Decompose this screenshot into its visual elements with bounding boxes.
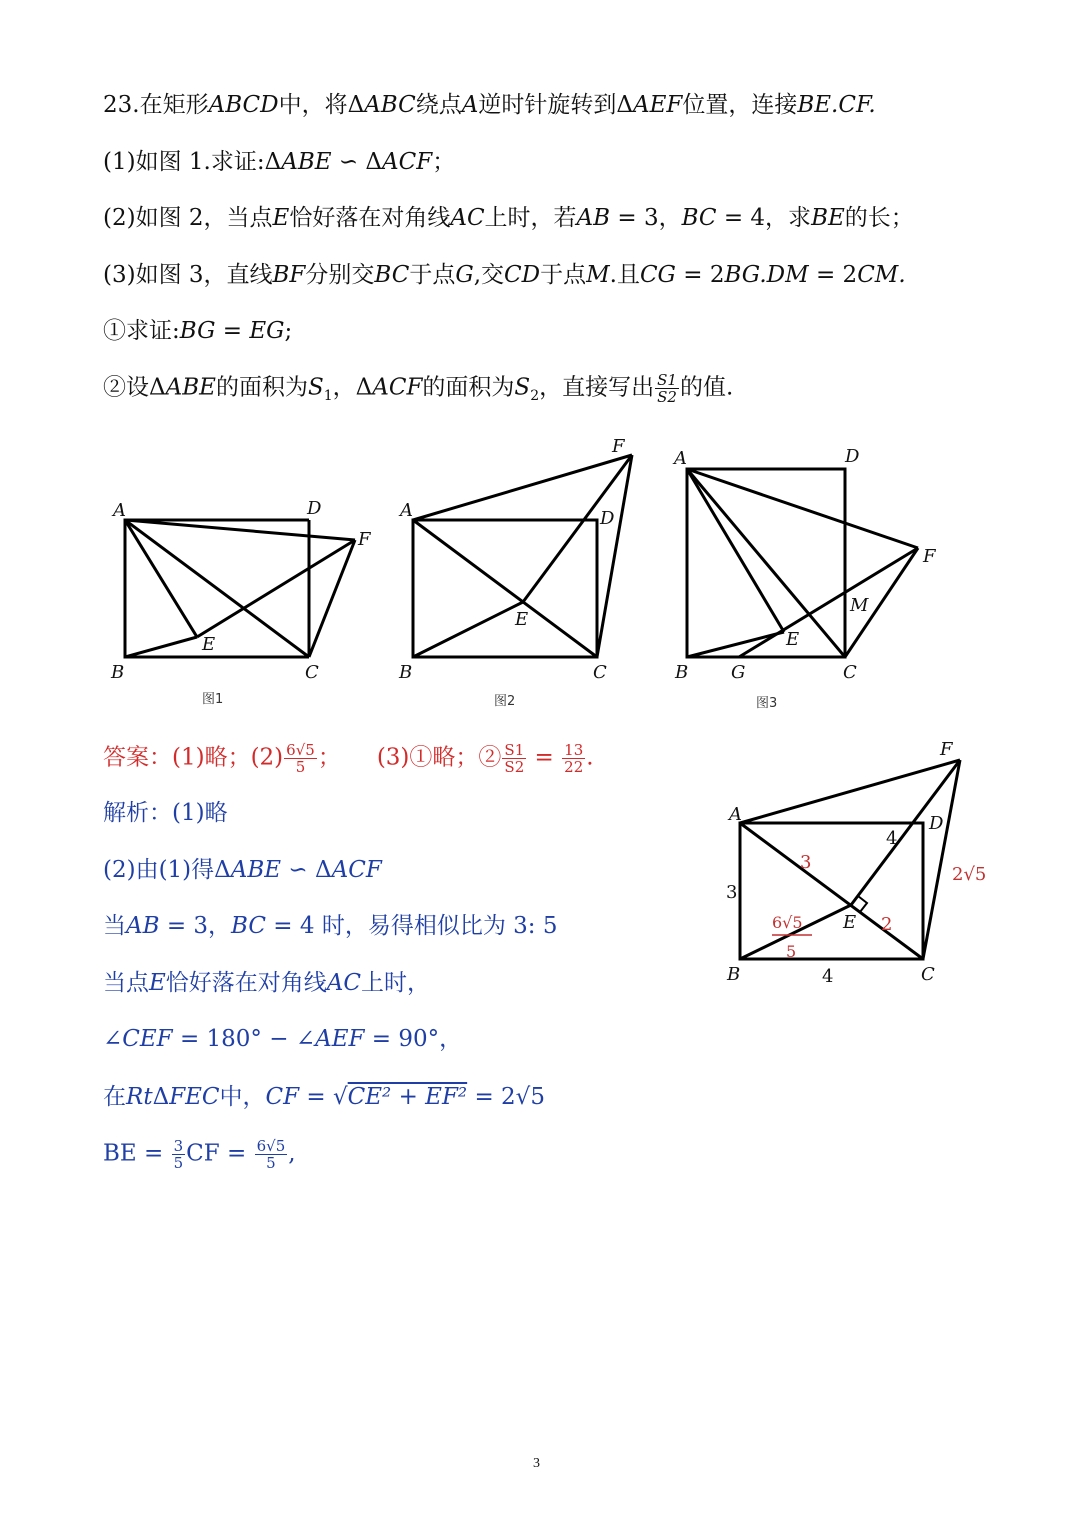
text: 的长；: [844, 205, 914, 231]
fraction-numerator: 13: [564, 741, 584, 759]
math: ABCD: [208, 92, 279, 118]
text: (3)如图 3，直线: [103, 262, 273, 288]
text: (2)由(1)得Δ: [103, 857, 231, 883]
text: = 3，: [610, 205, 682, 231]
text: 当: [103, 913, 126, 939]
math: E: [272, 205, 290, 231]
text: ∽ Δ: [281, 857, 332, 883]
math: FEC: [169, 1084, 220, 1110]
text: 的值.: [679, 374, 734, 401]
math-radicand: CE² + EF²: [347, 1084, 468, 1110]
math: ABE: [230, 857, 282, 883]
text: 上时，: [361, 970, 431, 996]
text: 的面积为: [422, 374, 515, 401]
math: CEF: [122, 1026, 173, 1052]
figure-3-lines: [687, 469, 918, 657]
answer-line: [103, 742, 594, 775]
fraction-numerator: S1: [504, 741, 525, 759]
fraction-denominator: 5: [295, 758, 306, 776]
analysis-line-4: [103, 968, 430, 998]
label-a: A: [400, 500, 413, 521]
math: AC: [450, 205, 485, 231]
label-g: G: [731, 662, 746, 683]
label-m: M: [850, 595, 869, 616]
math: CG: [639, 262, 676, 288]
seg-be-2: [413, 602, 523, 657]
label-e: E: [843, 912, 857, 933]
math: ACF: [382, 149, 433, 175]
math: CD: [504, 262, 541, 288]
text: 解析：(1)略: [103, 800, 228, 826]
ratio-fraction: [562, 742, 585, 775]
text: =: [527, 744, 562, 771]
seg-fc-4: [923, 760, 960, 959]
text: .且: [609, 262, 640, 288]
label-d: D: [307, 498, 322, 519]
text: 中，将Δ: [278, 92, 365, 118]
text: CF =: [186, 1140, 254, 1167]
seg-ae-1: [125, 520, 197, 637]
length-bc: 4: [822, 966, 834, 987]
label-d: D: [929, 813, 944, 834]
text: ②设Δ: [103, 374, 166, 401]
text: 逆时针旋转到Δ: [478, 92, 633, 118]
analysis-line-7: [103, 1138, 296, 1171]
math: ACF: [331, 857, 382, 883]
seg-be-3: [687, 632, 784, 657]
text: = 90°，: [364, 1026, 463, 1052]
length-ef: 4: [886, 828, 898, 849]
text: 的面积为: [215, 374, 308, 401]
label-b: B: [727, 964, 741, 985]
text: ；: [432, 149, 456, 175]
text: = 4 时，易得相似比为 3: 5: [265, 913, 558, 939]
text: ;: [284, 318, 293, 344]
s-fraction: [502, 742, 526, 775]
label-c: C: [305, 662, 319, 683]
text: ∽ Δ: [331, 149, 383, 175]
math: CM.: [857, 262, 906, 288]
label-d: D: [600, 508, 615, 529]
label-a: A: [674, 448, 687, 469]
math: BG.DM: [724, 262, 809, 288]
text: 答案：(1)略；(2): [103, 744, 284, 771]
fraction-numerator: S1: [657, 371, 677, 389]
analysis-line-3: [103, 911, 557, 941]
text: ，直接写出: [539, 374, 655, 401]
seg-af-4: [740, 760, 960, 823]
text: 绕点: [415, 92, 462, 118]
figure-1-lines: [125, 520, 355, 657]
diag-ac-1: [125, 520, 309, 657]
math: EG: [249, 318, 285, 344]
seg-fc-2: [597, 455, 632, 657]
text: (1)如图 1.求证:Δ: [103, 149, 282, 175]
math: AEF: [315, 1026, 365, 1052]
fraction-numerator: 3: [173, 1137, 184, 1155]
text: 上时，若: [484, 205, 577, 231]
math: AC: [326, 970, 362, 996]
text: ,: [288, 1140, 296, 1167]
be-value-fraction: [255, 1138, 288, 1171]
page-number: 3: [533, 1456, 540, 1471]
math: BG: [179, 318, 216, 344]
subscript: 2: [530, 388, 540, 405]
text: 分别交: [305, 262, 375, 288]
label-c: C: [921, 964, 935, 985]
math: BE.CF.: [797, 92, 876, 118]
text: 当点: [103, 970, 149, 996]
math: BC: [681, 205, 717, 231]
seg-ae-3: [687, 469, 784, 632]
math: A: [461, 92, 479, 118]
fraction-denominator: S2: [504, 758, 525, 776]
label-f: F: [612, 436, 625, 457]
math: ACF: [372, 374, 423, 401]
figure-2-caption: 图2: [494, 694, 516, 709]
text: ①求证:: [103, 318, 180, 344]
text: = 3，: [159, 913, 232, 939]
length-cf: 2√5: [952, 864, 987, 885]
math: G: [455, 262, 474, 288]
fraction-denominator: 5: [266, 1154, 276, 1172]
math: Rt: [126, 1084, 153, 1110]
math: CF: [265, 1084, 300, 1110]
seg-fc-1: [309, 540, 355, 657]
text: 于点: [409, 262, 456, 288]
be-fraction: [284, 742, 317, 775]
fraction-numerator: 6√5: [286, 741, 315, 759]
math: ABE: [165, 374, 216, 401]
text: = 2: [808, 262, 858, 288]
text: 恰好落在对角线: [165, 970, 327, 996]
label-e: E: [202, 634, 216, 655]
fraction-denominator: S2: [657, 388, 677, 406]
label-e: E: [786, 629, 800, 650]
text: 于点: [540, 262, 587, 288]
math: ABE: [281, 149, 332, 175]
text: Δ: [152, 1084, 170, 1110]
label-a: A: [729, 804, 742, 825]
length-ae: 3: [800, 852, 812, 873]
label-b: B: [675, 662, 689, 683]
seg-ef-1: [197, 540, 355, 637]
seg-fe-2: [523, 455, 632, 602]
seg-fe-4: [851, 760, 960, 905]
fraction-denominator: 5: [173, 1154, 184, 1172]
text: = 4，求: [716, 205, 812, 231]
label-c: C: [593, 662, 607, 683]
math: AB: [576, 205, 611, 231]
subscript: 1: [323, 388, 333, 405]
length-be-numerator: 6√5: [772, 913, 803, 932]
length-be-denominator: 5: [786, 942, 797, 961]
fraction-denominator: 22: [564, 758, 584, 776]
text: ∠: [103, 1026, 123, 1052]
text: = 180° − ∠: [172, 1026, 316, 1052]
label-a: A: [113, 500, 126, 521]
text: = √: [299, 1084, 348, 1110]
seg-be-1: [125, 637, 197, 657]
math: E: [149, 970, 166, 996]
text: =: [215, 318, 250, 344]
analysis-line-1: [103, 798, 228, 828]
label-f: F: [940, 739, 953, 760]
math: BE: [811, 205, 845, 231]
math: ABC: [364, 92, 416, 118]
label-e: E: [515, 609, 529, 630]
analysis-line-2: [103, 855, 382, 885]
three-fifths-fraction: [172, 1138, 186, 1171]
label-d: D: [845, 446, 860, 467]
math: M: [586, 262, 610, 288]
label-b: B: [399, 662, 413, 683]
text: 中，: [219, 1084, 266, 1110]
math: BF: [272, 262, 306, 288]
math: AB: [126, 913, 160, 939]
math: BC: [374, 262, 410, 288]
label-b: B: [111, 662, 125, 683]
text: 在: [103, 1084, 126, 1110]
text: ，Δ: [332, 374, 373, 401]
math: BC: [231, 913, 266, 939]
text: (2)如图 2，当点: [103, 205, 273, 231]
text: 恰好落在对角线: [289, 205, 451, 231]
text: = 2: [675, 262, 725, 288]
fraction-numerator: 6√5: [256, 1137, 286, 1155]
length-ab: 3: [726, 882, 738, 903]
text: .: [586, 744, 594, 771]
label-f: F: [923, 546, 936, 567]
text: ,交: [473, 262, 505, 288]
math: AEF: [632, 92, 683, 118]
analysis-line-5: [103, 1024, 462, 1054]
math: S: [307, 374, 324, 401]
figure-1-caption: 图1: [202, 692, 224, 707]
seg-af-1: [125, 520, 355, 540]
text: (3)①略；②: [376, 744, 502, 771]
figure-3-caption: 图3: [756, 696, 778, 711]
text: BE =: [103, 1140, 171, 1167]
label-c: C: [843, 662, 857, 683]
text: 位置，连接: [682, 92, 798, 118]
text: ；: [317, 744, 341, 771]
text: = 2√5: [467, 1084, 545, 1110]
length-ce: 2: [881, 914, 893, 935]
label-f: F: [358, 529, 371, 550]
analysis-line-6: [103, 1082, 545, 1112]
text: 23.在矩形: [103, 92, 209, 118]
math: S: [514, 374, 531, 401]
